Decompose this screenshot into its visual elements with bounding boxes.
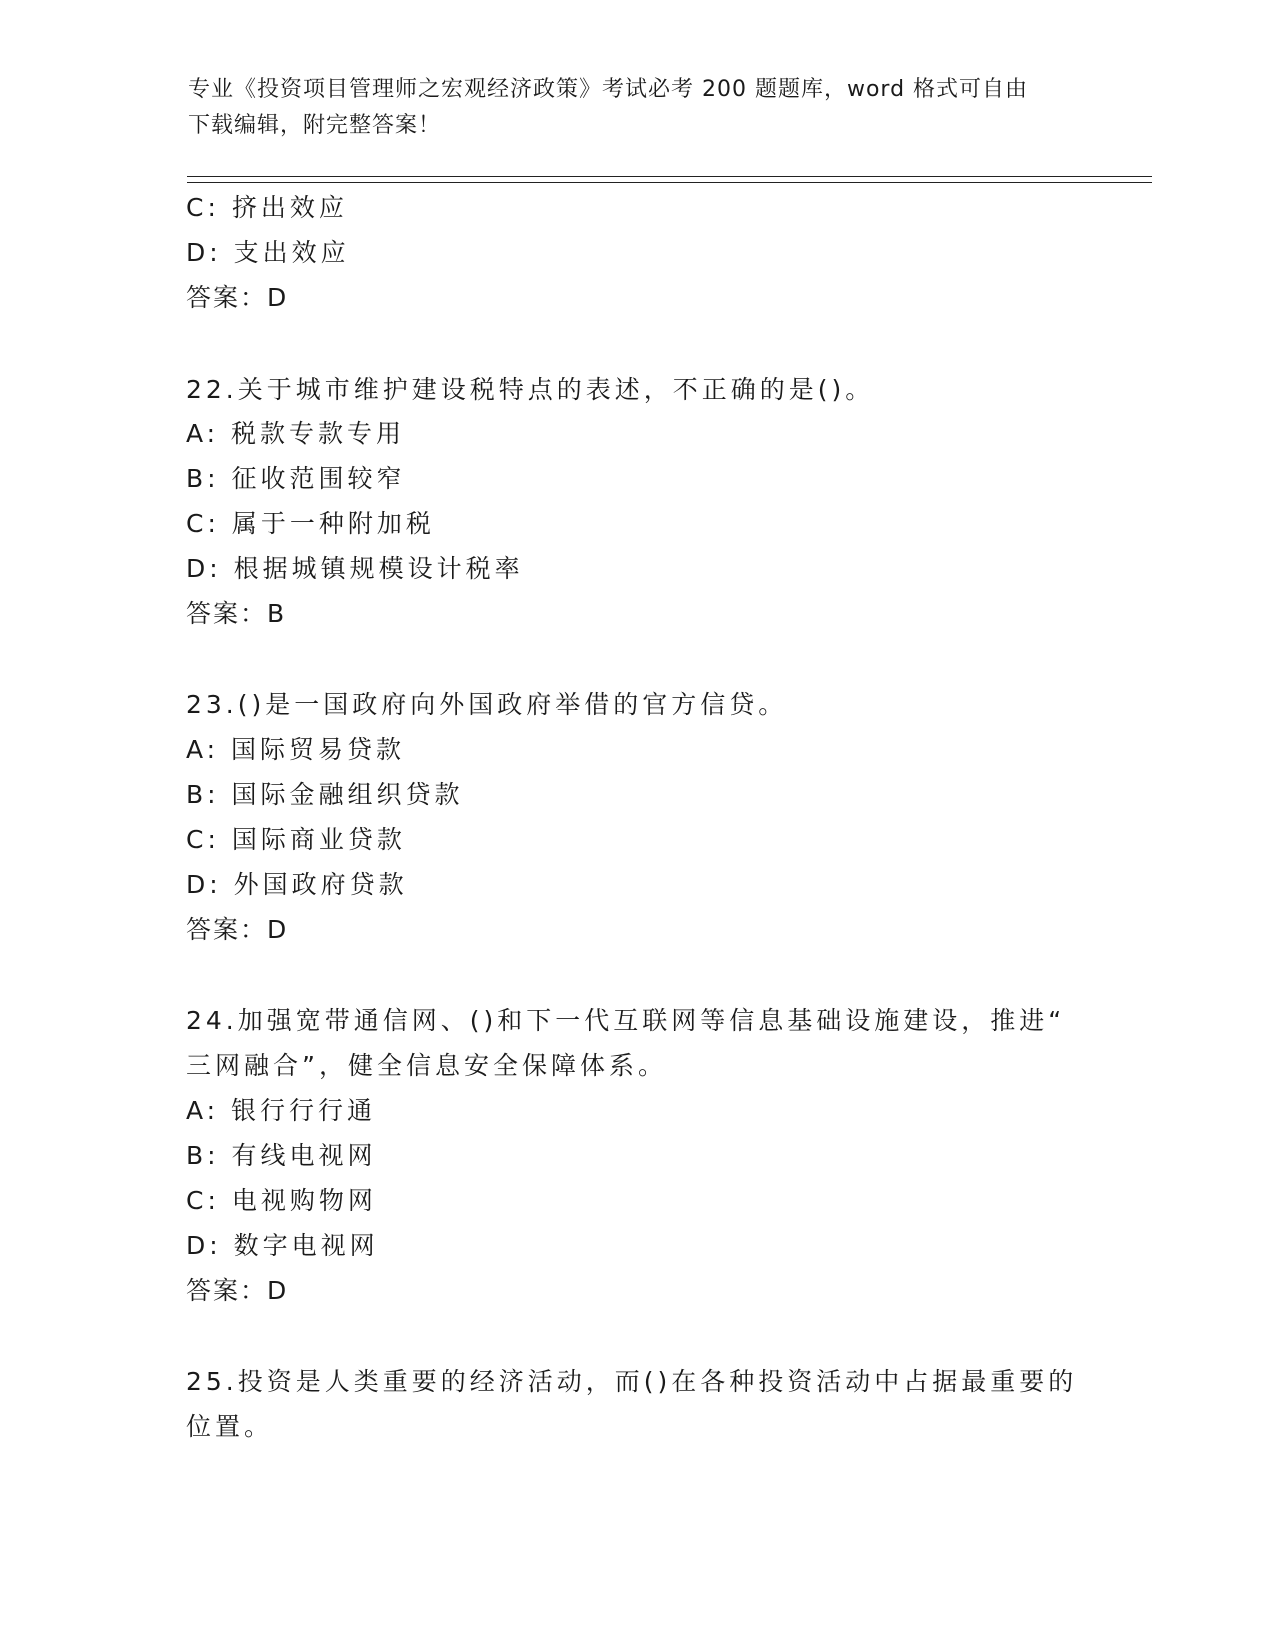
q23-answer: 答案：D	[186, 915, 289, 944]
q23-option-d: D: 外国政府贷款	[186, 870, 408, 899]
q24-answer: 答案：D	[186, 1276, 289, 1305]
q24-option-b: B: 有线电视网	[186, 1141, 377, 1170]
q23-option-c: C: 国际商业贷款	[186, 825, 406, 854]
q22-option-b: B: 征收范围较窄	[186, 464, 406, 493]
q22-answer: 答案：B	[186, 599, 287, 628]
header-line-2: 下载编辑，附完整答案！	[188, 113, 442, 138]
q22-option-d: D: 根据城镇规模设计税率	[186, 554, 524, 583]
q21-option-c: C: 挤出效应	[186, 193, 348, 222]
q24-option-d: D: 数字电视网	[186, 1231, 379, 1260]
q24-option-c: C: 电视购物网	[186, 1186, 377, 1215]
header-line-1: 专业《投资项目管理师之宏观经济政策》考试必考 200 题题库，word 格式可自由	[188, 77, 1029, 102]
q21-option-d: D: 支出效应	[186, 238, 350, 267]
q24-stem-line-2: 三网融合”，健全信息安全保障体系。	[186, 1051, 667, 1080]
q22-stem: 22.关于城市维护建设税特点的表述，不正确的是()。	[186, 375, 875, 404]
header-divider-top	[187, 176, 1152, 177]
q22-option-a: A: 税款专款专用	[186, 419, 406, 448]
q23-option-b: B: 国际金融组织贷款	[186, 780, 464, 809]
q21-answer: 答案：D	[186, 283, 289, 312]
q23-stem: 23.()是一国政府向外国政府举借的官方信贷。	[186, 690, 788, 719]
q24-stem-line-1: 24.加强宽带通信网、()和下一代互联网等信息基础设施建设，推进“	[186, 1006, 1066, 1035]
q22-option-c: C: 属于一种附加税	[186, 509, 435, 538]
document-header	[188, 72, 1068, 144]
q24-option-a: A: 银行行行通	[186, 1096, 377, 1125]
q23-option-a: A: 国际贸易贷款	[186, 735, 406, 764]
header-divider-bottom	[187, 182, 1152, 183]
q25-stem-line-1: 25.投资是人类重要的经济活动，而()在各种投资活动中占据最重要的	[186, 1367, 1078, 1396]
q25-stem-line-2: 位置。	[186, 1412, 274, 1441]
